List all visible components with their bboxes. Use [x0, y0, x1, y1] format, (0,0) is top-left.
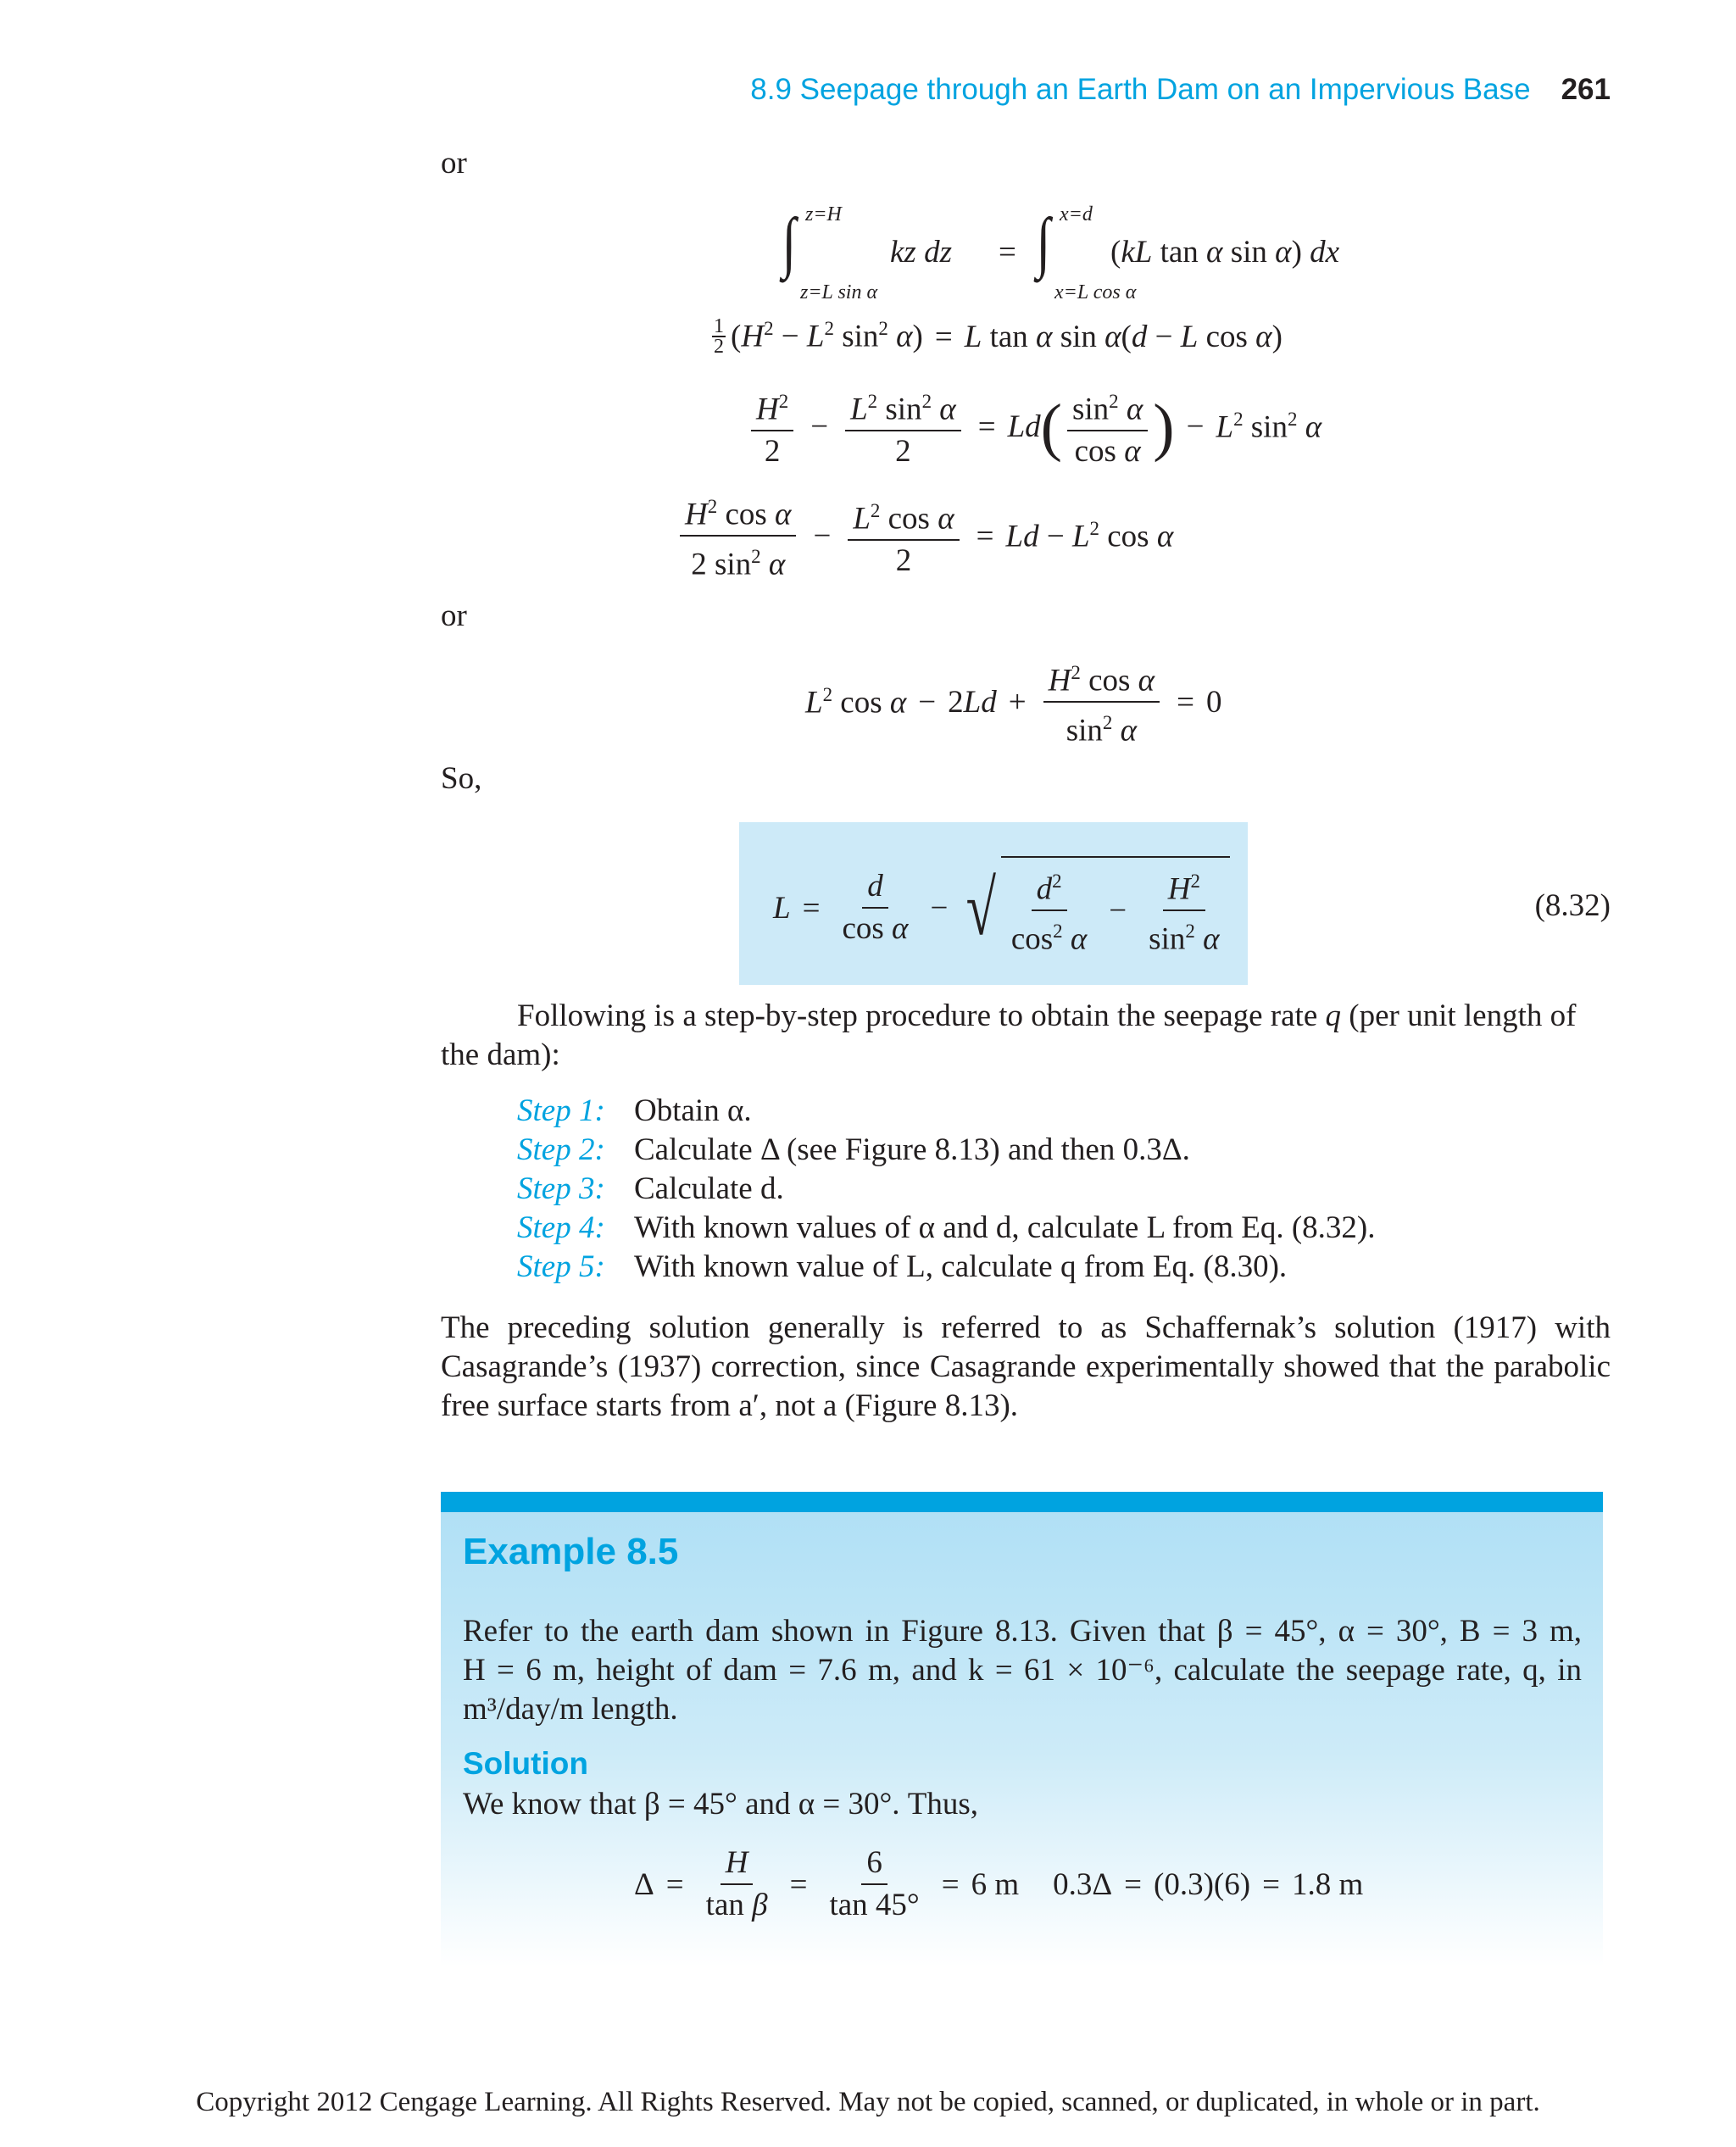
equation-8-32: L = $\frac{d}{\text{cos α}}$ − √ $\frac{d^2}{\cos^2 \alpha}$ − $\frac{H^2}{\sin^2 \alpha}$	[773, 856, 1230, 960]
step-3: Step 3: Calculate d.	[517, 1171, 784, 1206]
steps-list	[517, 1092, 1375, 1287]
example-title: Example 8.5	[463, 1531, 679, 1572]
example-top-bar	[441, 1492, 1603, 1512]
solution-heading: Solution	[463, 1746, 588, 1781]
equation-line-4: $\frac{H^2 \cos \alpha}{2 \sin^2 \alpha}$ − $\frac{L^2 \cos \alpha}{2}$ = $Ld - L^2$ cos α	[675, 487, 1173, 586]
page-number: 261	[1561, 73, 1611, 106]
equation-number: (8.32)	[1534, 888, 1611, 923]
word-or-1: or	[441, 146, 467, 181]
equation-line-3: $\frac{H^2}{2}$ − $\frac{L^2 \sin^2 \alpha}{2}$ = Ld ( $\frac{\sin^2 \alpha}{\text{cos α}}$ ) − $L^2$ $\sin^2 \alpha$	[746, 381, 1321, 472]
example-box	[441, 1492, 1603, 1966]
procedure-intro-var: q	[1325, 998, 1341, 1033]
copyright-footer: Copyright 2012 Cengage Learning. All Rights Reserved. May not be copied, scanned, or duplicated, in whole or in part.	[196, 2087, 1540, 2117]
procedure-intro-line2: the dam):	[441, 1037, 560, 1072]
equation-line-2: $\frac{1}{2}$ ($H^2 - L^2$ $\sin^2 \alpha$) = L tan α sin α(d − L cos α)	[714, 315, 1283, 358]
example-problem: Refer to the earth dam shown in Figure 8.13. Given that β = 45°, α = 30°, B = 3 m, H = 6 m, height of dam = 7.6 m, and k = 61 × 10⁻⁶, calculate the seepage rate, q, in m³/day/m length.	[463, 1614, 1582, 1727]
paragraph-schaffernak: The preceding solution generally is referred to as Schaffernak’s solution (1917) with Casagrande’s (1937) correction, since Casagrande experimentally showed that the parabolic free surface starts from a′, not a (Figure 8.13).	[441, 1310, 1611, 1423]
step-5: Step 5: With known value of L, calculate q from Eq. (8.30).	[517, 1249, 1288, 1284]
solution-text: We know that β = 45° and α = 30°. Thus,	[463, 1787, 979, 1822]
step-1: Step 1: Obtain α.	[517, 1093, 752, 1128]
running-head	[750, 73, 1611, 107]
procedure-intro-line1	[517, 997, 1576, 1036]
equation-integral: ∫ z=H z=L sin α kz dz = ∫ x=d x=L cos α (kL tan α sin α) dx	[782, 203, 1340, 303]
step-4: Step 4: With known values of α and d, calculate L from Eq. (8.32).	[517, 1210, 1376, 1245]
solution-equation: Δ = $\frac{H}{\text{tan β}}$ = $\frac{6}{\tan 45^\circ}$ = 6 m 0.3Δ = (0.3)(6) = 1.8 m	[634, 1843, 1363, 1926]
section-title: 8.9 Seepage through an Earth Dam on an Impervious Base	[750, 73, 1531, 106]
procedure-intro-end: (per unit length of	[1341, 998, 1577, 1033]
procedure-intro-text: Following is a step-by-step procedure to obtain the seepage rate	[517, 998, 1326, 1033]
equation-quadratic: $L^2$ cos α − 2Ld + $\frac{H^2 \cos \alpha}{\sin^2 \alpha}$ = 0	[805, 653, 1221, 752]
step-2: Step 2: Calculate Δ (see Figure 8.13) and then 0.3Δ.	[517, 1132, 1190, 1167]
word-so: So,	[441, 761, 482, 796]
word-or-2: or	[441, 598, 467, 633]
